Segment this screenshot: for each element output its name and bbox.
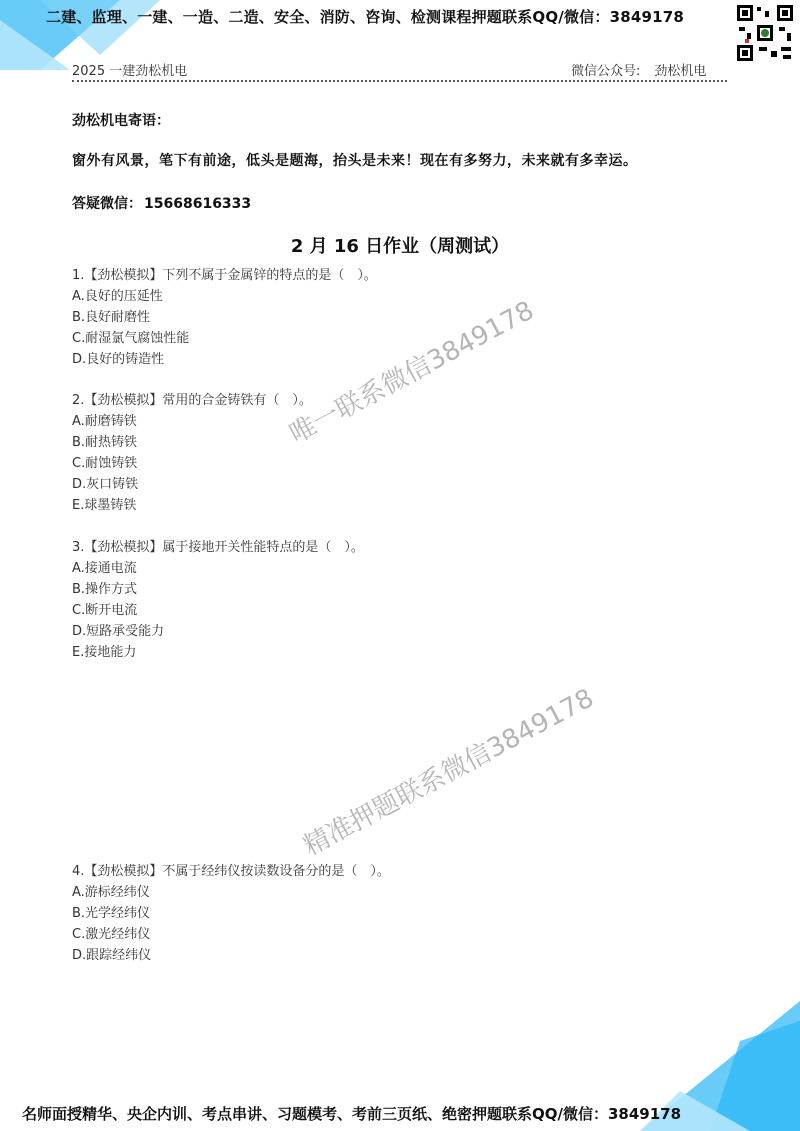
document-title: 2 月 16 日作业（周测试）: [290, 236, 510, 257]
option: C.耐蚀铸铁: [72, 456, 138, 471]
watermark-text: 精准押题联系微信3849178: [298, 683, 599, 862]
motto-title: 劲松机电寄语：: [72, 113, 170, 129]
option: B.耐热铸铁: [72, 435, 138, 450]
option: D.短路承受能力: [72, 624, 165, 639]
header-divider: [72, 80, 727, 82]
question-1: [72, 265, 377, 370]
option: C.激光经纬仪: [72, 927, 151, 942]
contact-value: 15668616333: [144, 196, 252, 212]
contact-label: 答疑微信：: [72, 196, 142, 212]
option: A.耐磨铸铁: [72, 414, 137, 429]
motto-text: 窗外有风景，笔下有前途，低头是题海，抬头是未来！现在有多努力，未来就有多幸运。: [72, 153, 638, 169]
option: A.游标经纬仪: [72, 885, 150, 900]
question-stem: 4.【劲松模拟】不属于经纬仪按读数设备分的是（ ）。: [72, 864, 390, 879]
watermark-text: 唯一联系微信3849178: [284, 295, 539, 450]
question-4: [72, 861, 390, 966]
header-wechat-account: [571, 60, 706, 79]
qr-code-icon: [735, 3, 795, 63]
question-2: [72, 390, 312, 516]
question-stem: 3.【劲松模拟】属于接地开关性能特点的是（ ）。: [72, 540, 364, 555]
option: A.接通电流: [72, 561, 137, 576]
option: E.接地能力: [72, 645, 137, 660]
option: B.光学经纬仪: [72, 906, 151, 921]
option: A.良好的压延性: [72, 289, 163, 304]
contact-line: [72, 193, 251, 213]
option: B.良好耐磨性: [72, 310, 151, 325]
top-banner: 二建、监理、一建、一造、二造、安全、消防、咨询、检测课程押题联系QQ/微信：3849178: [46, 8, 685, 26]
footer-banner: 名师面授精华、央企内训、考点串讲、习题模考、考前三页纸、绝密押题联系QQ/微信：3849178: [22, 1105, 682, 1123]
option: D.良好的铸造性: [72, 352, 165, 367]
option: D.灰口铸铁: [72, 477, 139, 492]
question-stem: 2.【劲松模拟】常用的合金铸铁有（ ）。: [72, 393, 312, 408]
question-stem: 1.【劲松模拟】下列不属于金属锌的特点的是（ ）。: [72, 268, 377, 283]
header-wechat-value: 劲松机电: [654, 64, 707, 79]
option: D.跟踪经纬仪: [72, 948, 152, 963]
header-wechat-label: 微信公众号:: [571, 64, 641, 79]
option: C.断开电流: [72, 603, 138, 618]
question-3: [72, 537, 364, 663]
option: C.耐湿氯气腐蚀性能: [72, 331, 190, 346]
option: E.球墨铸铁: [72, 498, 137, 513]
option: B.操作方式: [72, 582, 138, 597]
header-course-name: 2025 一建劲松机电: [72, 64, 188, 79]
